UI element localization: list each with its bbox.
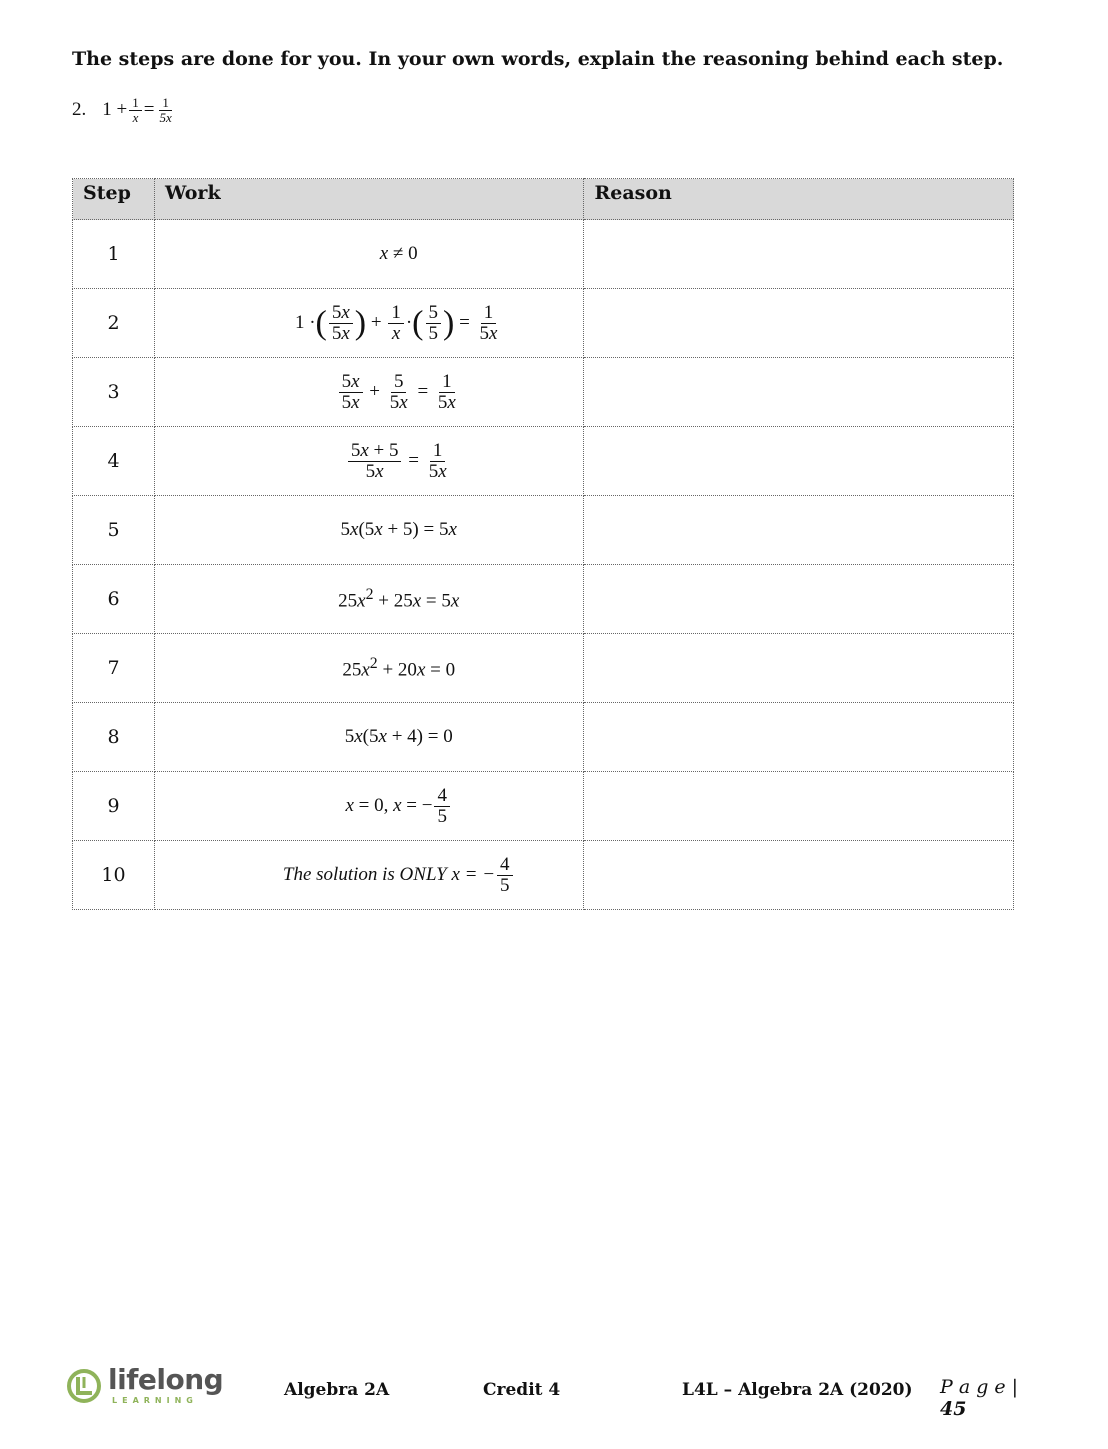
work-expression: $\frac{5x + 5}{5x}$ = $\frac{1}{5x}$ xyxy=(346,441,452,482)
work-cell xyxy=(154,565,584,634)
work-cell xyxy=(154,634,584,703)
work-cell xyxy=(154,496,584,565)
instructions: The steps are done for you. In your own words, explain the reasoning behind each step. xyxy=(72,48,1004,70)
work-expression: 1 ·( $\frac{5x}{5x}$ ) + $\frac{1}{x}$ ·( $\frac{5}{5}$ ) = $\frac{1}{5x}$ xyxy=(294,301,498,344)
footer-credit: Credit 4 xyxy=(483,1380,561,1400)
work-cell xyxy=(154,220,584,289)
step-number: 2 xyxy=(73,289,155,358)
work-expression: 5x(5x + 5) = 5x xyxy=(340,519,457,540)
problem-equals: = xyxy=(143,99,155,121)
reason-cell[interactable] xyxy=(584,289,1014,358)
table-header-row xyxy=(73,179,1014,220)
step-number: 9 xyxy=(73,772,155,841)
logo-mark-icon xyxy=(66,1368,102,1404)
lifelong-learning-logo xyxy=(66,1363,224,1405)
table-row xyxy=(73,358,1014,427)
table-row xyxy=(73,565,1014,634)
table-row xyxy=(73,289,1014,358)
reason-cell[interactable] xyxy=(584,772,1014,841)
step-number: 5 xyxy=(73,496,155,565)
problem-number: 2. xyxy=(72,99,87,121)
work-cell xyxy=(154,427,584,496)
step-number: 1 xyxy=(73,220,155,289)
work-cell xyxy=(154,358,584,427)
problem-fraction-1: $\frac{1}{x}$ xyxy=(129,96,142,124)
problem-lhs: 1 + xyxy=(102,99,128,121)
table-row xyxy=(73,772,1014,841)
work-cell xyxy=(154,841,584,910)
table-row xyxy=(73,841,1014,910)
table-row xyxy=(73,703,1014,772)
work-expression: The solution is ONLY x = − $\frac{4}{5}$ xyxy=(283,855,515,896)
problem-equation xyxy=(72,96,177,124)
footer-edition: L4L – Algebra 2A (2020) xyxy=(682,1380,913,1400)
page-number: 45 xyxy=(940,1398,967,1420)
work-expression: x = 0, x = − $\frac{4}{5}$ xyxy=(345,786,452,827)
reason-cell[interactable] xyxy=(584,496,1014,565)
reason-cell[interactable] xyxy=(584,841,1014,910)
table-row xyxy=(73,634,1014,703)
work-expression: $\frac{5x}{5x}$ + $\frac{5}{5x}$ = $\frac{1}{5x}$ xyxy=(337,372,461,413)
work-cell xyxy=(154,703,584,772)
reason-cell[interactable] xyxy=(584,703,1014,772)
problem-fraction-2: $\frac{1}{5x}$ xyxy=(159,95,172,125)
table-row xyxy=(73,427,1014,496)
logo-word: lifelong xyxy=(108,1363,224,1396)
work-expression: x ≠ 0 xyxy=(379,243,418,264)
work-expression: 5x(5x + 4) = 0 xyxy=(344,726,453,747)
work-expression: $25x^2 + 25x = 5x$ xyxy=(338,585,460,612)
reason-cell[interactable] xyxy=(584,358,1014,427)
table-row xyxy=(73,496,1014,565)
step-number: 3 xyxy=(73,358,155,427)
page-indicator xyxy=(940,1376,1046,1420)
table-row xyxy=(73,220,1014,289)
steps-table xyxy=(72,178,1014,910)
step-number: 10 xyxy=(73,841,155,910)
logo-subtitle: LEARNING xyxy=(112,1396,198,1405)
reason-cell[interactable] xyxy=(584,220,1014,289)
step-number: 8 xyxy=(73,703,155,772)
header-step: Step xyxy=(73,179,155,220)
work-expression: $25x^2 + 20x = 0$ xyxy=(342,654,456,681)
reason-cell[interactable] xyxy=(584,634,1014,703)
step-number: 4 xyxy=(73,427,155,496)
header-reason: Reason xyxy=(584,179,1014,220)
page-footer xyxy=(66,1363,1046,1420)
page-label: P a g e | xyxy=(940,1376,1019,1398)
step-number: 6 xyxy=(73,565,155,634)
work-cell xyxy=(154,772,584,841)
reason-cell[interactable] xyxy=(584,427,1014,496)
reason-cell[interactable] xyxy=(584,565,1014,634)
header-work: Work xyxy=(154,179,584,220)
footer-course: Algebra 2A xyxy=(284,1380,390,1400)
step-number: 7 xyxy=(73,634,155,703)
work-cell xyxy=(154,289,584,358)
